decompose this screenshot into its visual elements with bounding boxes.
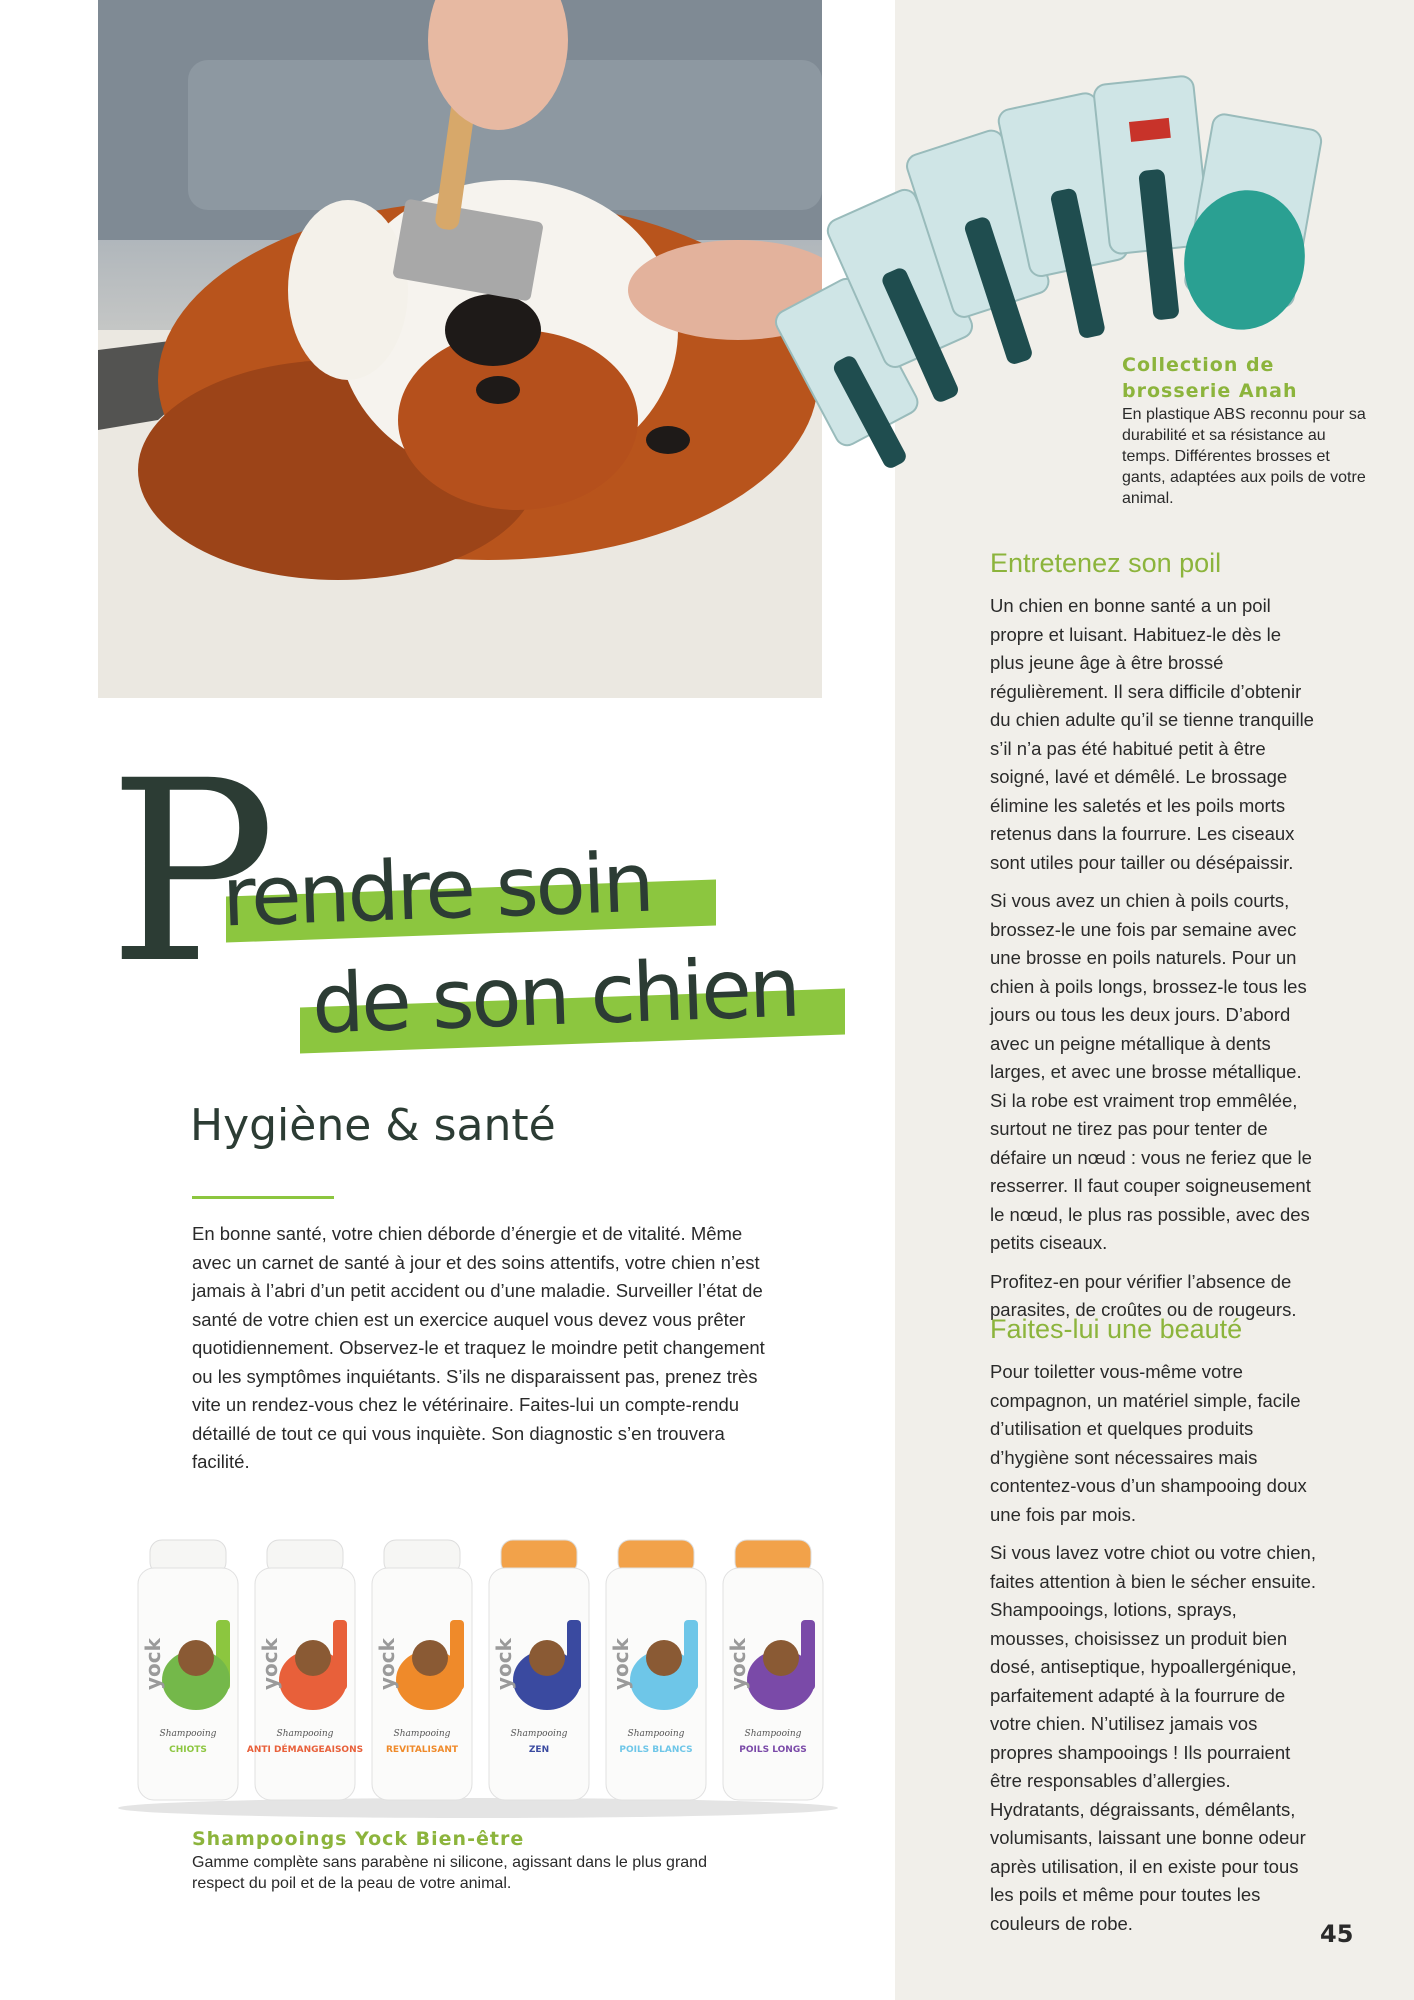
bottle-dog-head xyxy=(529,1640,565,1676)
bottle-dog-head xyxy=(295,1640,331,1676)
bottles-illustration xyxy=(108,1520,848,1820)
section-text-faites xyxy=(990,1358,1320,1948)
bottle-line2: ZEN xyxy=(528,1745,550,1755)
bottle-line1: Shampooing xyxy=(276,1729,334,1739)
bottle-line2: POILS LONGS xyxy=(739,1745,807,1755)
shampoo-bottle xyxy=(372,1540,472,1800)
bottle-line1: Shampooing xyxy=(159,1729,217,1739)
bottle-line2: POILS BLANCS xyxy=(619,1745,693,1755)
bottle-dog-head xyxy=(412,1640,448,1676)
paragraph: Un chien en bonne santé a un poil propre et luisant. Habituez-le dès le plus jeune âge à être brossé régulièrement. Il sera difficile d’obtenir du chien adulte qu’il se tienne tranquille s’il n’a pas été habitué petit à être soigné, lavé et démêlé. Le brossage élimine les saletés et les poils morts retenus dans la fourrure. Les ciseaux sont utiles pour tailler ou désépaissir. xyxy=(990,595,1314,873)
bottle-brand: yock xyxy=(375,1638,399,1690)
bottle-line2: ANTI DÉMANGEAISONS xyxy=(246,1745,364,1755)
dog-illustration xyxy=(98,0,822,698)
page-number: 45 xyxy=(1320,1920,1354,1948)
shampoo-bottle xyxy=(606,1540,706,1800)
paragraph: Si vous avez un chien à poils courts, brossez-le une fois par semaine avec une brosse en poils naturels. Pour un chien à poils longs, brossez-le tous les jours ou tous les deux jours. D’abord avec un peigne métallique à dents larges, et avec une brosse métallique. Si la robe est vraiment trop emmêlée, surtout ne tirez pas pour tenter de défaire un nœud : vous ne feriez que le resserrer. Il faut couper soigneusement le nœud, le plus ras possible, avec des petits ciseaux. xyxy=(990,890,1312,1253)
title-line-1: rendre soin xyxy=(220,835,653,946)
bottle-dog-head xyxy=(646,1640,682,1676)
shampoo-bottle xyxy=(489,1540,589,1800)
bottle-brand: yock xyxy=(726,1638,750,1690)
brush-caption-title: Collection de brosserie Anah xyxy=(1122,354,1298,402)
bottle-dog-head xyxy=(178,1640,214,1676)
shampoo-bottles xyxy=(108,1520,848,1820)
bottle-brand: yock xyxy=(141,1638,165,1690)
bottle-line2: CHIOTS xyxy=(169,1745,207,1755)
brush-caption-body: En plastique ABS reconnu pour sa durabilité et sa résistance au temps. Différentes brosses et gants, adaptées aux poils de votre animal. xyxy=(1122,406,1366,507)
brush-caption xyxy=(1122,352,1372,509)
shampoo-bottle xyxy=(723,1540,823,1800)
paragraph: Pour toiletter vous-même votre compagnon, un matériel simple, facile d’utilisation et quelques produits d’hygiène sont nécessaires mais contentez-vous d’un shampooing doux une fois par mois. xyxy=(990,1361,1307,1525)
shampoo-caption-body: Gamme complète sans parabène ni silicone, agissant dans le plus grand respect du poil et de la peau de votre animal. xyxy=(192,1854,707,1892)
bottle-line2: REVITALISANT xyxy=(386,1745,458,1755)
bottle-line1: Shampooing xyxy=(627,1729,685,1739)
subtitle-divider xyxy=(192,1196,334,1199)
shampoo-caption-title: Shampooings Yock Bien-être xyxy=(192,1828,525,1850)
bottle-line1: Shampooing xyxy=(393,1729,451,1739)
paragraph: Profitez-en pour vérifier l’absence de parasites, de croûtes ou de rougeurs. xyxy=(990,1270,1297,1320)
title-initial: P xyxy=(108,727,277,1018)
bottle-brand: yock xyxy=(258,1638,282,1690)
bottle-dog-head xyxy=(763,1640,799,1676)
bottle-line1: Shampooing xyxy=(510,1729,568,1739)
paragraph: Si vous lavez votre chiot ou votre chien, faites attention à bien le sécher ensuite. Shampooings, lotions, sprays, mousses, choisissez un produit bien dosé, antiseptique, hypoallergénique, parfaitement adapté à la fourrure de votre chien. N’utilisez jamais vos propres shampooings ! Ils pourraient être responsables d’allergies. Hydratants, dégraissants, démêlants, volumisants, laissant une bonne odeur après utilisation, il en existe pour tous les poils et même pour toutes les couleurs de robe. xyxy=(990,1542,1317,1934)
section-text-entretenez xyxy=(990,592,1320,1335)
bottles-shadow xyxy=(118,1798,838,1818)
section-heading-faites: Faites-lui une beauté xyxy=(990,1314,1243,1344)
dog-grooming-photo xyxy=(98,0,822,698)
bottle-line1: Shampooing xyxy=(744,1729,802,1739)
section-heading-entretenez: Entretenez son poil xyxy=(990,548,1222,578)
shampoo-bottle xyxy=(138,1540,238,1800)
bottle-brand: yock xyxy=(609,1638,633,1690)
subtitle: Hygiène & santé xyxy=(190,1100,556,1151)
shampoo-caption xyxy=(192,1826,752,1894)
shampoo-bottle xyxy=(247,1540,363,1800)
intro-paragraph: En bonne santé, votre chien déborde d’énergie et de vitalité. Même avec un carnet de santé à jour et des soins attentifs, votre chien n’est jamais à l’abri d’un petit accident ou d’une maladie. Surveiller l’état de santé de votre chien est un exercice auquel vous devez vous prêter quotidiennement. Observez-le et traquez le moindre petit changement ou les symptômes inquiétants. S’ils ne disparaissent pas, prenez très vite un rendez-vous chez le vétérinaire. Faites-lui un compte-rendu détaillé de tout ce qui vous inquiète. Son diagnostic s’en trouvera facilité. xyxy=(192,1223,765,1472)
title-line-2: de son chien xyxy=(310,940,800,1053)
bottle-brand: yock xyxy=(492,1638,516,1690)
